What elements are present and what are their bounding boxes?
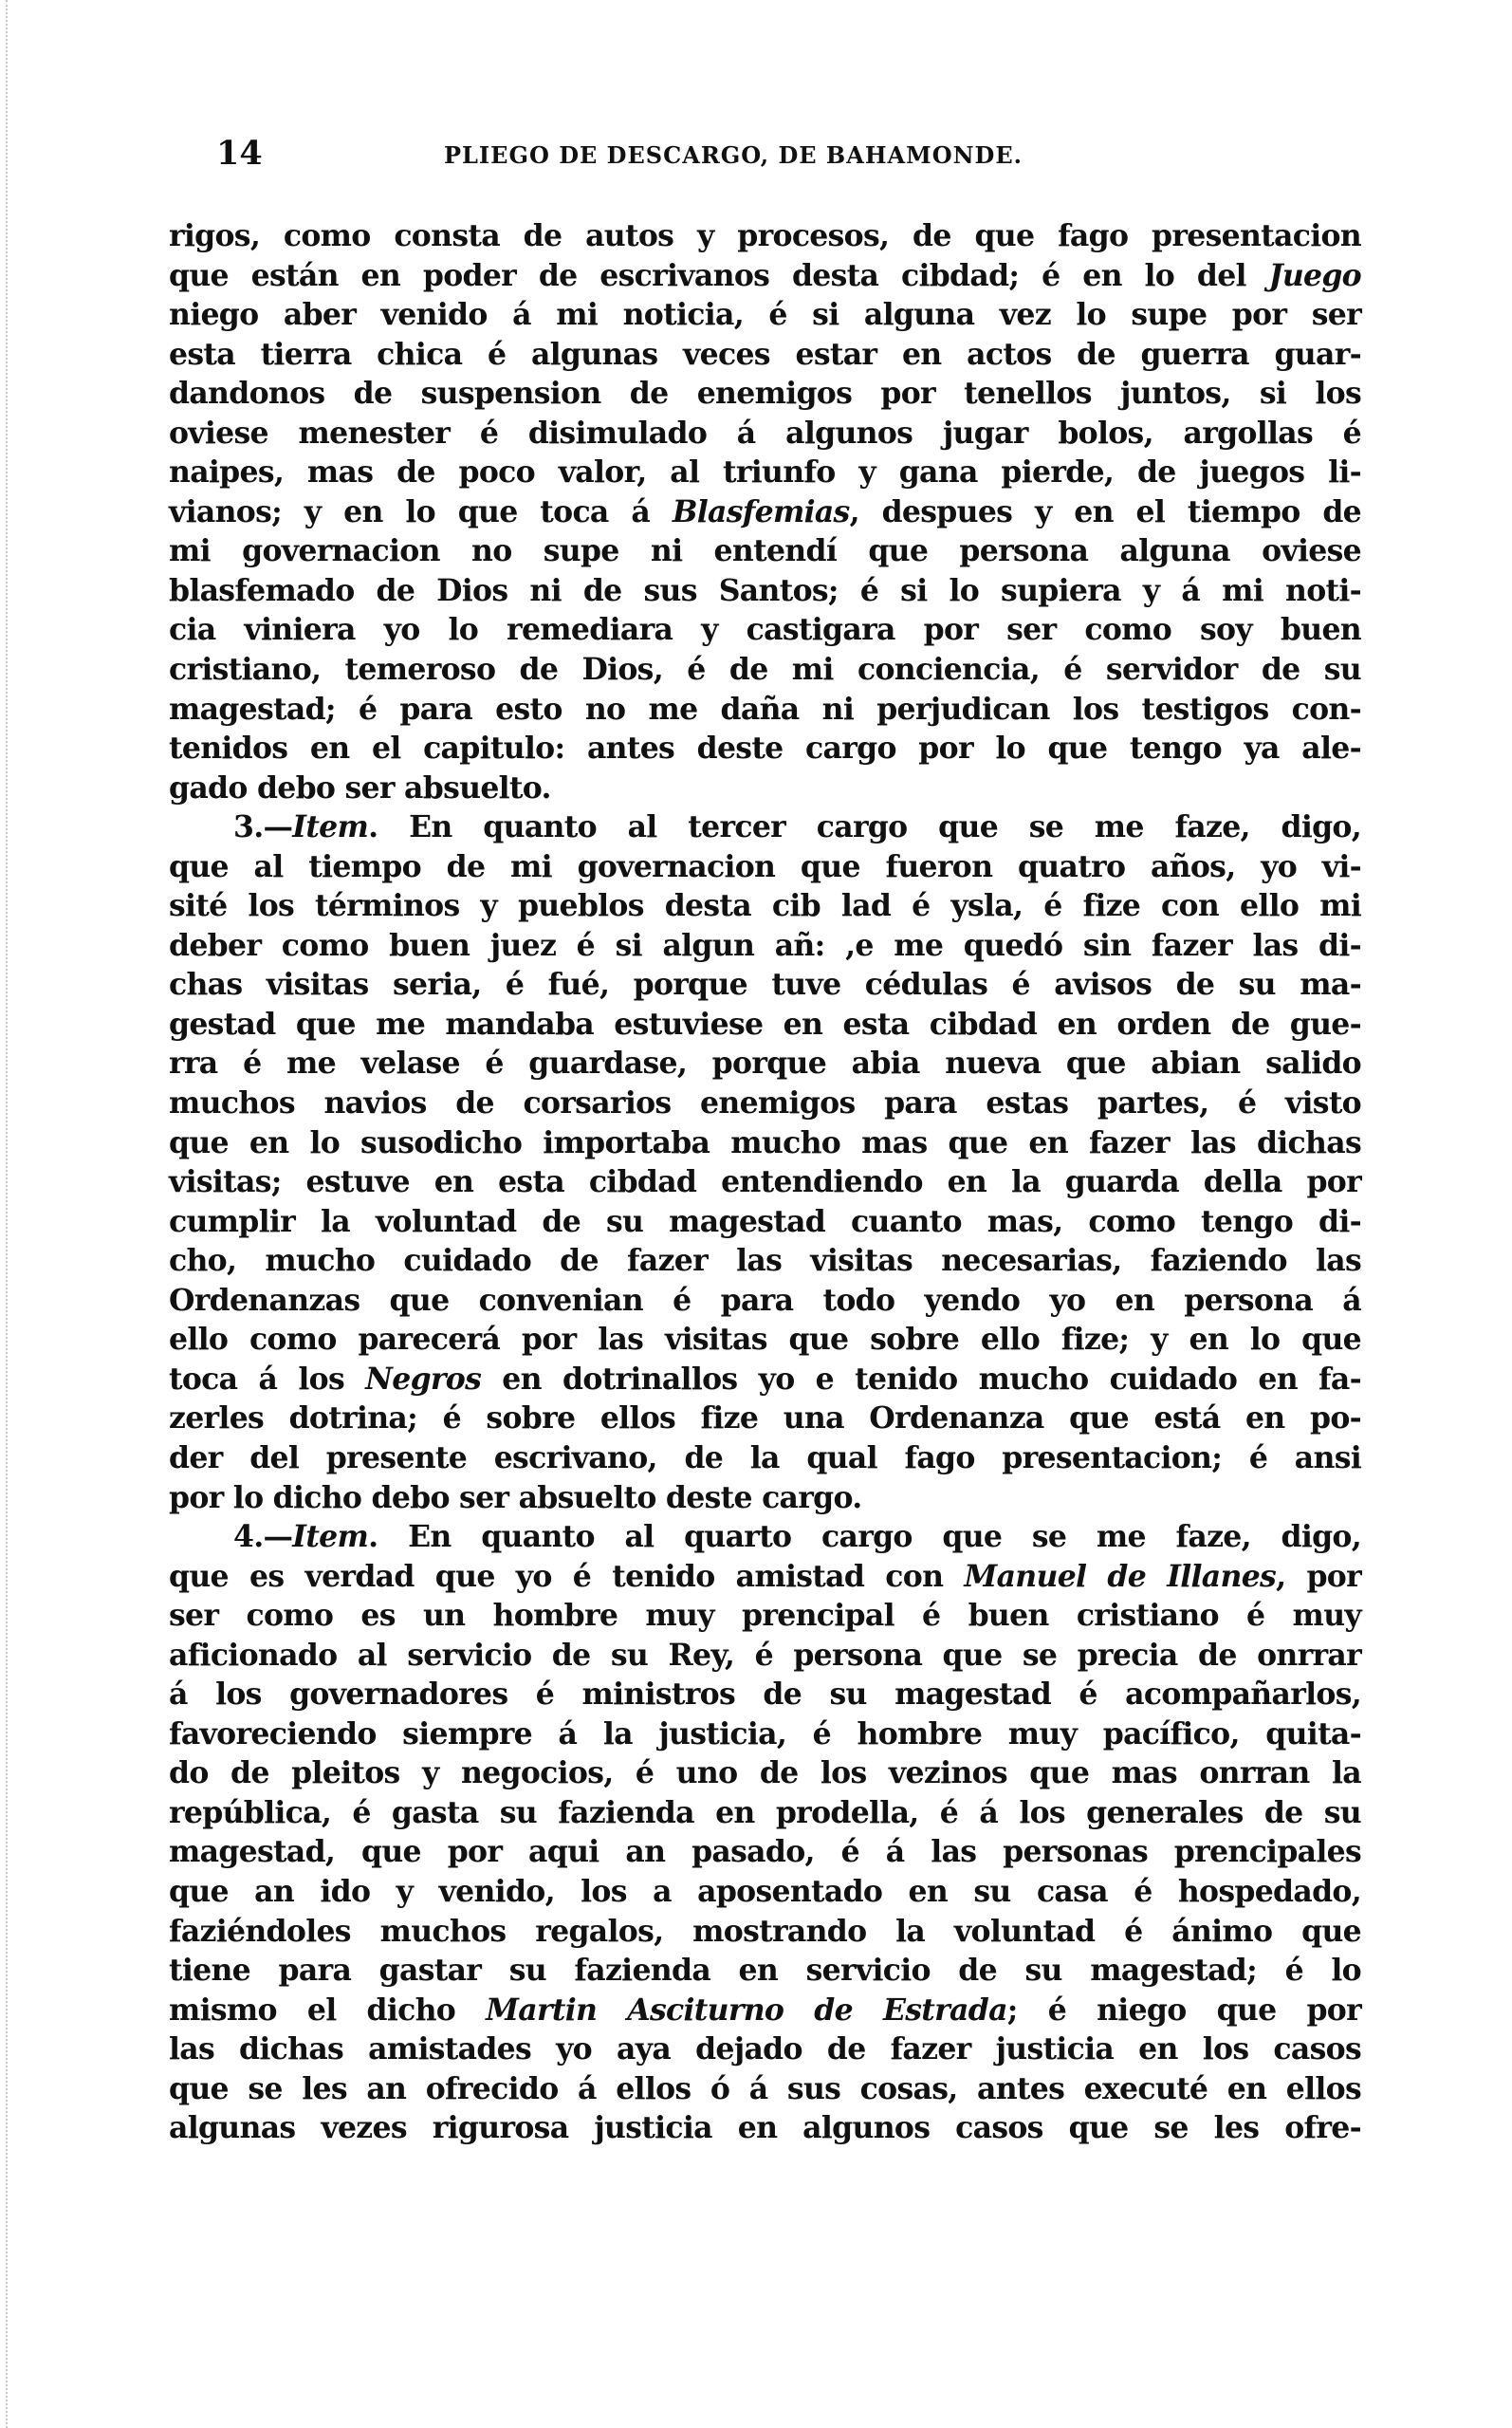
text-line: que se les an ofrecido á ellos ó á sus cosas, antes executé en ellos [169,2070,1361,2106]
page-number: 14 [216,134,263,173]
text-line: cristiano, temeroso de Dios, é de mi conciencia, é servidor de su [169,652,1361,688]
text-line: zerles dotrina; é sobre ellos fize una Ordenanza que está en po- [169,1400,1361,1436]
text-line: toca á los Negros en dotrinallos yo e tenido mucho cuidado en fa- [169,1361,1361,1397]
text-line: naipes, mas de poco valor, al triunfo y gana pierde, de juegos li- [169,454,1361,491]
italic-term: Blasfemias [672,493,850,529]
text-line: vianos; y en lo que toca á Blasfemias, despues y en el tiempo de [169,493,1362,529]
running-title: PLIEGO DE DESCARGO, DE BAHAMONDE. [444,141,1023,169]
scan-edge [0,0,8,2428]
italic-term: Juego [1268,257,1361,293]
text-line: tiene para gastar su fazienda en servicio de su magestad; é lo [169,1953,1361,1989]
text-line: ser como es un hombre muy prencipal é buen cristiano é muy [169,1598,1361,1634]
text-line: que están en poder de escrivanos desta cibdad; é en lo del Juego [169,257,1361,293]
text-line: chas visitas seria, é fué, porque tuve cédulas é avisos de su ma- [169,967,1361,1003]
page-header [216,133,1355,175]
text-line: á los governadores é ministros de su magestad é acompañarlos, [169,1677,1361,1713]
text-line: que en lo susodicho importaba mucho mas que en fazer las dichas [169,1124,1361,1160]
text-line: visitas; estuve en esta cibdad entendiendo en la guarda della por [169,1164,1361,1200]
text-line: 4.—Item. En quanto al quarto cargo que se me faze, digo, [233,1519,1361,1555]
text-line: que an ido y venido, los a aposentado en su casa é hospedado, [169,1873,1361,1909]
text-line: oviese menester é disimulado á algunos jugar bolos, argollas é [169,415,1361,451]
text-line: faziéndoles muchos regalos, mostrando la voluntad é ánimo que [169,1913,1361,1949]
italic-term: Item [292,1519,369,1555]
text-line: las dichas amistades yo aya dejado de fazer justicia en los casos [169,2031,1361,2067]
text-line: dandonos de suspension de enemigos por tenellos juntos, si los [169,376,1361,412]
italic-term: Martin Asciturno de Estrada [486,1992,1007,2028]
text-line: favoreciendo siempre á la justicia, é hombre muy pacífico, quita- [169,1715,1361,1751]
text-line: por lo dicho debo ser absuelto deste cargo. [169,1479,862,1515]
italic-term: Negros [365,1361,482,1397]
text-line: sité los términos y pueblos desta cib lad é ysla, é fize con ello mi [169,888,1361,924]
text-line: cumplir la voluntad de su magestad cuanto mas, como tengo di- [169,1203,1361,1239]
text-line: rra é me velase é guardase, porque abia nueva que abian salido [169,1046,1361,1082]
text-line: cia viniera yo lo remediara y castigara por ser como soy buen [169,612,1361,648]
text-line: gestad que me mandaba estuviese en esta cibdad en orden de gue- [169,1006,1361,1042]
text-line: república, é gasta su fazienda en prodella, é á los generales de su [169,1794,1361,1830]
text-line: mismo el dicho Martin Asciturno de Estrada; é niego que por [169,1992,1361,2028]
text-line: rigos, como consta de autos y procesos, de que fago presentacion [169,218,1361,253]
italic-term: Item [292,809,369,845]
text-line: niego aber venido á mi noticia, é si alguna vez lo supe por ser [169,297,1361,333]
text-line: blasfemado de Dios ni de sus Santos; é si lo supiera y á mi noti- [169,572,1361,608]
text-line: que es verdad que yo é tenido amistad con Manuel de Illanes, por [169,1558,1361,1594]
text-line: magestad; é para esto no me daña ni perjudican los testigos con- [169,691,1361,727]
text-line: tenidos en el capitulo: antes deste cargo por lo que tengo ya ale- [169,731,1361,767]
text-line: aficionado al servicio de su Rey, é persona que se precia de onrrar [169,1637,1361,1673]
text-line: mi governacion no supe ni entendí que persona alguna oviese [169,533,1361,569]
text-line: magestad, que por aqui an pasado, é á las personas prencipales [169,1834,1361,1870]
text-line: Ordenanzas que convenian é para todo yendo yo en persona á [169,1282,1361,1318]
text-line: do de pleitos y negocios, é uno de los vezinos que mas onrran la [169,1755,1361,1791]
text-line: que al tiempo de mi governacion que fueron quatro años, yo vi- [169,848,1361,884]
text-line: algunas vezes rigurosa justicia en algunos casos que se les ofre- [169,2110,1361,2146]
text-line: ello como parecerá por las visitas que sobre ello fize; y en lo que [169,1322,1361,1358]
text-line: 3.—Item. En quanto al tercer cargo que se me faze, digo, [233,809,1361,845]
text-line: muchos navios de corsarios enemigos para estas partes, é visto [169,1085,1361,1121]
text-line: esta tierra chica é algunas veces estar en actos de guerra guar- [169,336,1361,372]
text-line: cho, mucho cuidado de fazer las visitas necesarias, faziendo las [169,1243,1361,1279]
text-line: deber como buen juez é si algun añ: ,e me quedó sin fazer las di- [169,927,1361,963]
text-line: gado debo ser absuelto. [169,769,551,806]
body-text [169,216,1361,2148]
text-line: der del presente escrivano, de la qual fago presentacion; é ansi [169,1439,1361,1475]
italic-term: Manuel de Illanes [964,1558,1277,1594]
